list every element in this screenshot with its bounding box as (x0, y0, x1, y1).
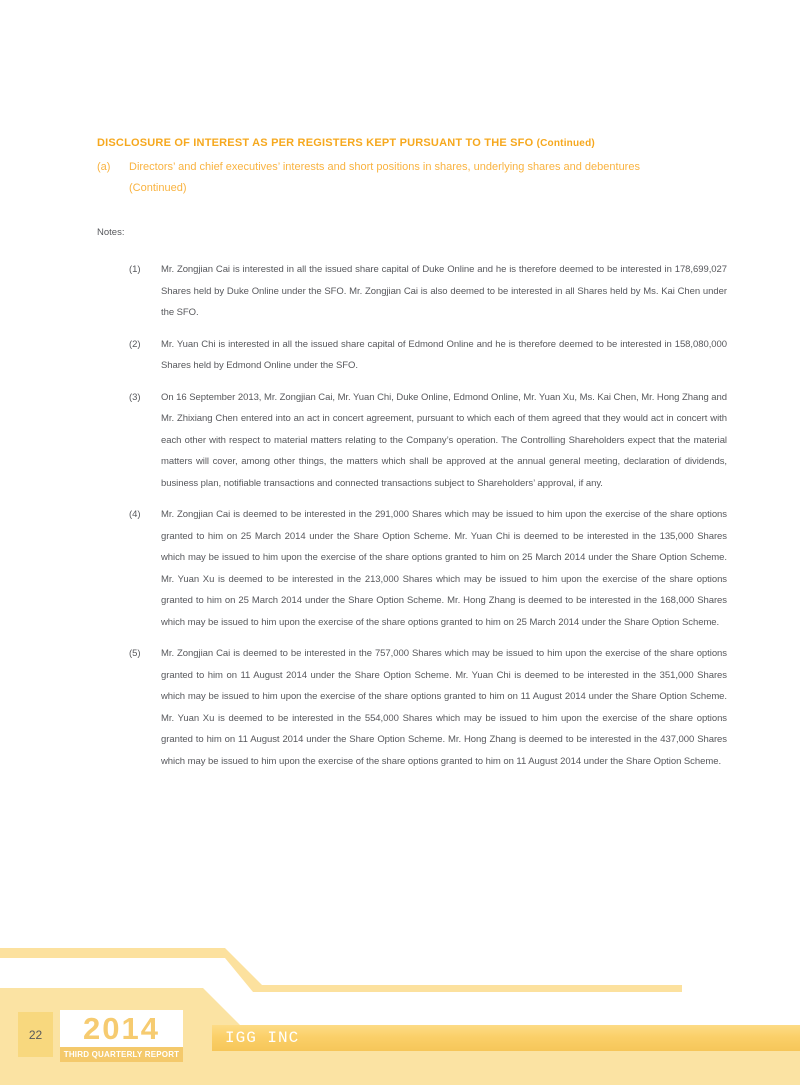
note-text: Mr. Zongjian Cai is deemed to be interested in the 757,000 Shares which may be issued to him upon the exercise of the share options granted to him on 11 August 2014 under the Share Option Scheme. Mr. Yuan Chi is deemed to be interested in the 351,000 Shares which may be issued to him upon the exercise of the share options granted to him on 11 August 2014 under the Share Option Scheme. Mr. Yuan Xu is deemed to be interested in the 554,000 Shares which may be issued to him upon the exercise of the share options granted to him on 11 August 2014 under the Share Option Scheme. Mr. Hong Zhang is deemed to be interested in the 437,000 Shares which may be issued to him upon the exercise of the share options granted to him on 11 August 2014 under the Share Option Scheme. (161, 648, 727, 767)
disclosure-section (97, 135, 727, 782)
logo-year: 2014 (60, 1010, 183, 1047)
note-text: Mr. Zongjian Cai is deemed to be interested in the 291,000 Shares which may be issued to him upon the exercise of the share options granted to him on 25 March 2014 under the Share Option Scheme. Mr. Yuan Chi is deemed to be interested in the 135,000 Shares which may be issued to him upon the exercise of the share options granted to him on 25 March 2014 under the Share Option Scheme. Mr. Yuan Xu is deemed to be interested in the 213,000 Shares which may be issued to him upon the exercise of the share options granted to him on 25 March 2014 under the Share Option Scheme. Mr. Hong Zhang is deemed to be interested in the 168,000 Shares which may be issued to him upon the exercise of the share options granted to him on 25 March 2014 under the Share Option Scheme. (161, 509, 727, 628)
footer-stripe-shape (0, 948, 682, 992)
note-text: Mr. Zongjian Cai is interested in all the issued share capital of Duke Online and he is therefore deemed to be interested in 178,699,027 Shares held by Duke Online under the SFO. Mr. Zongjian Cai is also deemed to be interested in all Shares held by Ms. Kai Chen under the SFO. (161, 264, 727, 318)
notes-label: Notes: (97, 227, 125, 238)
note-text: On 16 September 2013, Mr. Zongjian Cai, Mr. Yuan Chi, Duke Online, Edmond Online, Mr. Yuan Xu, Ms. Kai Chen, Mr. Hong Zhang and Mr. Zhixiang Chen entered into an act in concert agreement, pursuant to which each of them agreed that they would act in concert with each other with respect to material matters relating to the Company’s operation. The Controlling Shareholders expect that the material matters will cover, among other things, the matters which shall be approved at the annual general meeting, declaration of dividends, business plan, notifiable transactions and connected transactions subject to Shareholders’ approval, if any. (161, 391, 727, 489)
company-band (212, 1025, 800, 1051)
subsection-heading (97, 157, 727, 199)
company-name: IGG INC (225, 1029, 300, 1047)
note-item-2 (97, 334, 727, 377)
note-number: (4) (129, 509, 141, 520)
note-item-4 (97, 504, 727, 633)
subsection-text (129, 157, 640, 199)
subsection-title: Directors’ and chief executives’ interests and short positions in shares, underlying shares and debentures (129, 161, 640, 173)
note-text: Mr. Yuan Chi is interested in all the issued share capital of Edmond Online and he is therefore deemed to be interested in 158,080,000 Shares held by Edmond Online under the SFO. (161, 338, 727, 371)
page-footer (0, 948, 800, 1085)
page-number: 22 (28, 1027, 43, 1042)
section-heading-continued: (Continued) (536, 138, 595, 149)
notes-list (97, 259, 727, 772)
note-item-1 (97, 259, 727, 324)
section-heading-text: DISCLOSURE OF INTEREST AS PER REGISTERS KEPT PURSUANT TO THE SFO (97, 137, 534, 149)
note-number: (1) (129, 264, 141, 275)
section-heading (97, 135, 727, 152)
note-number: (3) (129, 391, 141, 403)
note-number: (5) (129, 648, 141, 659)
report-logo (60, 1010, 183, 1062)
note-number: (2) (129, 338, 141, 350)
subsection-continued: (Continued) (129, 182, 187, 194)
subsection-marker: (a) (97, 161, 111, 173)
page-number-badge (18, 1012, 53, 1057)
note-item-5 (97, 643, 727, 772)
note-item-3 (97, 387, 727, 495)
logo-caption: THIRD QUARTERLY REPORT (60, 1047, 183, 1062)
